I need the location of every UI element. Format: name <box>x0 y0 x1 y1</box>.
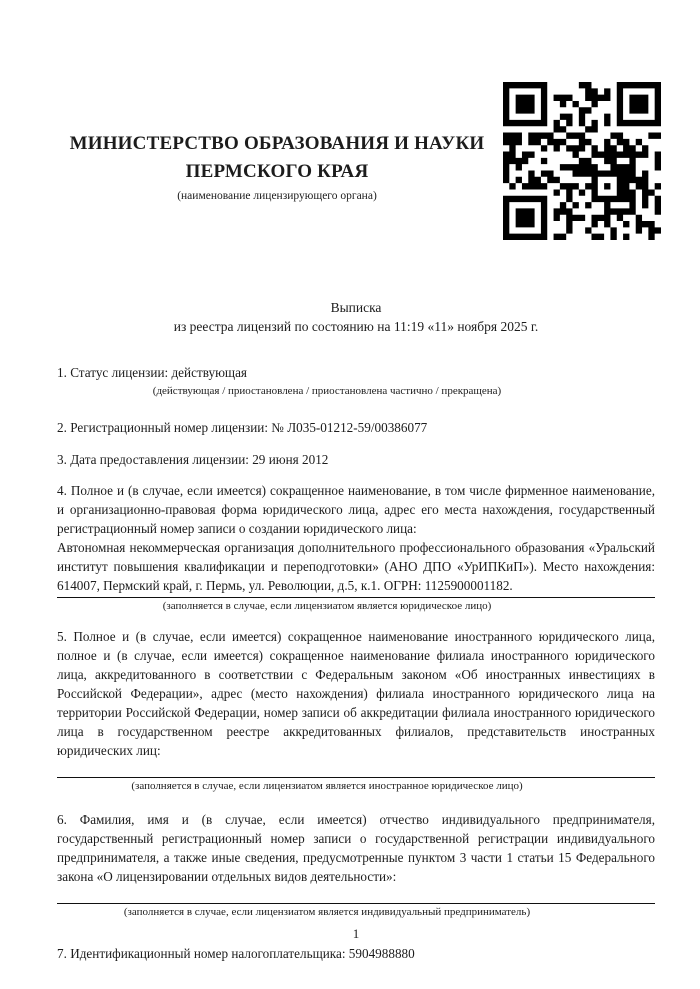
ministry-name-line1: МИНИСТЕРСТВО ОБРАЗОВАНИЯ И НАУКИ <box>69 133 485 154</box>
field-grant-date: 3. Дата предоставления лицензии: 29 июня 2012 <box>57 452 329 467</box>
qr-code-image <box>503 82 661 240</box>
document-title-line2: из реестра лицензий по состоянию на 11:19 «11» ноября 2025 г. <box>173 319 539 334</box>
document-header <box>0 0 700 298</box>
field-entrepreneur-label: 6. Фамилия, имя и (в случае, если имеется) отчество индивидуального предпринимателя, государственный регистрационный номер записи о государственной регистрации индивидуального предпринимателя, а также иные сведения, предусмотренные пунктом 3 части 1 статьи 15 Федерального закона «О лицензировании отдельных видов деятельности»: <box>57 812 655 884</box>
foreign-entity-caption: (заполняется в случае, если лицензиатом является иностранное юридическое лицо) <box>131 780 523 792</box>
entrepreneur-caption: (заполняется в случае, если лицензиатом является индивидуальный предприниматель) <box>123 906 531 918</box>
field-license-status: 1. Статус лицензии: действующая <box>57 365 248 380</box>
document-body <box>57 363 655 963</box>
ministry-caption: (наименование лицензирующего органа) <box>177 190 377 202</box>
section-legal-entity <box>57 481 655 614</box>
licensing-authority-block <box>57 130 497 204</box>
field-foreign-entity-label: 5. Полное и (в случае, если имеется) сокращенное наименование иностранного юридического лица, полное и (в случае, если имеется) сокращенное наименование филиала иностранного юридического лица, аккредитованного в соответствии с Федеральным законом «Об иностранных инвестициях в Российской Федерации», адрес (место нахождения) филиала иностранного юридического лица на территории Российской Федерации, номер записи об аккредитации филиала иностранного юридического лица в государственном реестре аккредитованных филиалов, представительств иностранных юридических лиц: <box>57 629 655 758</box>
legal-entity-caption: (заполняется в случае, если лицензиатом является юридическое лицо) <box>162 600 492 612</box>
fill-line <box>57 597 655 598</box>
document-title <box>57 298 655 336</box>
ministry-name-line2: ПЕРМСКОГО КРАЯ <box>185 161 369 182</box>
field-taxpayer-number: 7. Идентификационный номер налогоплательщика: 5904988880 <box>57 946 415 961</box>
page-number: 1 <box>352 926 360 941</box>
status-options-caption: (действующая / приостановлена / приостановлена частично / прекращена) <box>152 385 502 397</box>
field-registration-number: 2. Регистрационный номер лицензии: № Л035-01212-59/00386077 <box>57 420 428 435</box>
field-legal-entity-label: 4. Полное и (в случае, если имеется) сокращенное наименование, в том числе фирменное наименование, и организационно-правовая форма юридического лица, адрес его места нахождения, государственный регистрационный номер записи о создании юридического лица: <box>57 483 655 536</box>
section-foreign-entity <box>57 627 655 794</box>
field-legal-entity-value: Автономная некоммерческая организация дополнительного профессионального образования «Уральский институт повышения квалификации и переподготовки» (АНО ДПО «УрИПКиП»). Место нахождения: 614007, Пермский край, г. Пермь, ул. Революции, д.5, к.1. ОГРН: 1125900001182. <box>57 540 655 593</box>
qr-code-icon <box>503 82 661 240</box>
document-title-line1: Выписка <box>330 300 382 315</box>
section-entrepreneur <box>57 810 655 920</box>
fill-line-empty <box>57 892 655 904</box>
fill-line-empty <box>57 766 655 778</box>
